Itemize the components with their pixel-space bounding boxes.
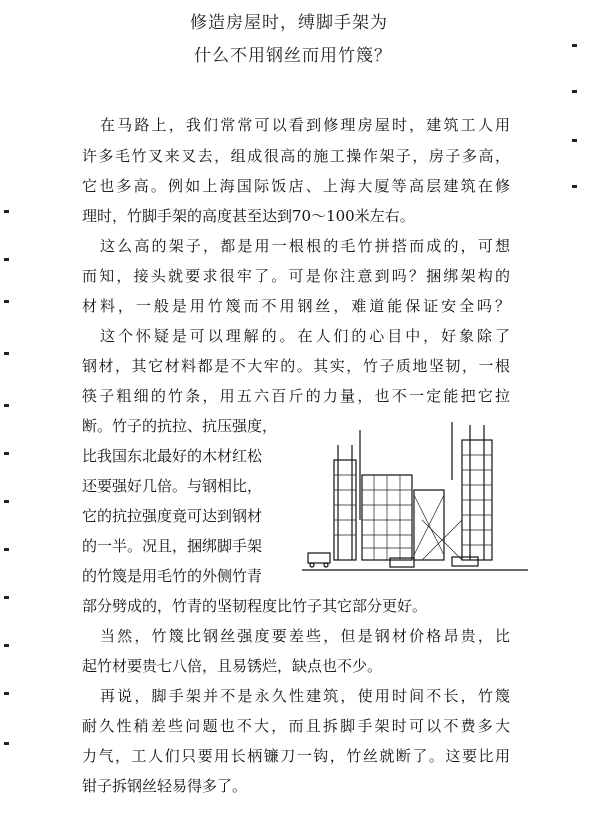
text-line: 的竹篾是用毛竹的外侧竹青 [82,567,263,585]
margin-mark [572,44,577,47]
text-line: 它也多高。例如上海国际饭店、上海大厦等高层建筑在修 [82,177,510,195]
text-line: 还要强好几倍。与钢相比， [82,477,263,495]
margin-mark [572,90,577,93]
text-line: 部分劈成的，竹青的坚韧程度比竹子其它部分更好。 [82,597,428,615]
bamboo-scaffolding-illustration [302,420,528,582]
margin-mark [4,692,9,695]
margin-mark [4,258,9,261]
margin-mark [4,596,9,599]
text-line: 当然，竹篾比钢丝强度要差些，但是钢材价格昂贵，比 [100,627,510,645]
margin-mark [572,185,577,188]
text-line: 这么高的架子，都是用一根根的毛竹拼搭而成的，可想 [100,237,510,255]
text-line: 力气，工人们只要用长柄镰刀一钩，竹丝就断了。这要比用 [82,747,510,765]
title-line-2: 什么不用钢丝而用竹篾？ [194,46,392,66]
text-line: 这个怀疑是可以理解的。在人们的心目中，好象除了 [100,327,510,345]
text-line: 钳子拆钢丝轻易得多了。 [82,777,248,795]
margin-mark [4,210,9,213]
text-line: 钢材，其它材料都是不大牢的。其实，竹子质地坚韧，一根 [82,357,510,375]
margin-mark [4,300,9,303]
text-line: 起竹材要贵七八倍，且易锈烂，缺点也不少。 [82,657,383,675]
text-line: 的一半。况且，捆绑脚手架 [82,537,263,555]
text-line: 断。竹子的抗拉、抗压强度， [82,417,278,435]
margin-mark [4,452,9,455]
margin-mark [572,139,577,142]
text-line: 材料，一般是用竹篾而不用钢丝，难道能保证安全吗？ [82,297,510,315]
margin-mark [4,404,9,407]
text-line: 而知，接头就要求很牢了。可是你注意到吗？捆绑架构的 [82,267,510,285]
text-line: 在马路上，我们常常可以看到修理房屋时，建筑工人用 [100,116,510,134]
text-line: 比我国东北最好的木材红松 [82,447,263,465]
margin-mark [4,644,9,647]
margin-mark [4,742,9,745]
text-line: 它的抗拉强度竟可达到钢材 [82,507,263,525]
text-line: 耐久性稍差些问题也不大，而且拆脚手架时可以不费多大 [82,717,510,735]
text-line: 理时，竹脚手架的高度甚至达到70～100米左右。 [82,207,415,225]
title-line-1: 修造房屋时，缚脚手架为 [190,13,388,33]
margin-mark [4,548,9,551]
text-line: 筷子粗细的竹条，用五六百斤的力量，也不一定能把它拉 [82,387,510,405]
text-line: 再说，脚手架并不是永久性建筑，使用时间不长，竹篾 [100,687,510,705]
text-line: 许多毛竹叉来叉去，组成很高的施工操作架子，房子多高， [82,147,510,165]
margin-mark [4,500,9,503]
margin-mark [4,352,9,355]
